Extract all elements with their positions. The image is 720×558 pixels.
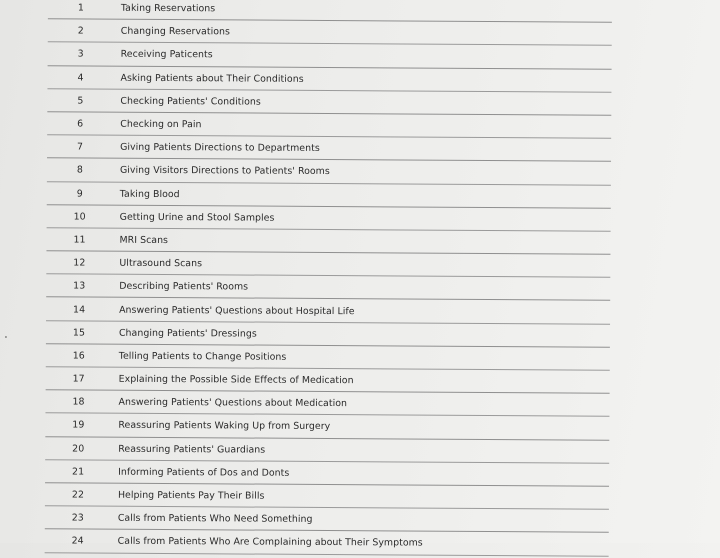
toc-title: Informing Patients of Dos and Donts <box>118 466 290 479</box>
toc-number: 22 <box>71 489 85 501</box>
toc-number: 9 <box>76 188 83 200</box>
table-of-contents <box>45 0 612 557</box>
toc-number: 6 <box>77 118 84 130</box>
toc-row <box>47 136 611 162</box>
toc-row <box>47 90 611 116</box>
toc-title: Changing Patients' Dressings <box>118 327 257 340</box>
toc-number: 2 <box>77 25 84 37</box>
toc-row <box>46 229 610 255</box>
toc-row <box>47 160 611 186</box>
toc-row <box>45 484 609 510</box>
toc-title: Reassuring Patients Waking Up from Surgery <box>118 420 331 433</box>
toc-title: Getting Urine and Stool Samples <box>119 211 275 224</box>
toc-title: Taking Blood <box>119 188 180 200</box>
toc-number: 20 <box>72 443 85 455</box>
toc-row <box>46 345 610 371</box>
toc-title: Checking on Pain <box>120 118 202 131</box>
toc-number: 21 <box>72 466 85 478</box>
toc-number: 13 <box>73 280 86 292</box>
toc-title: Telling Patients to Change Positions <box>118 350 287 363</box>
toc-row <box>45 438 609 464</box>
toc-number: 12 <box>73 257 86 269</box>
toc-number: 14 <box>72 303 86 316</box>
toc-number: 8 <box>76 164 84 176</box>
toc-title: Asking Patients about Their Conditions <box>120 72 304 85</box>
toc-row <box>45 531 609 557</box>
toc-row <box>48 0 612 23</box>
toc-number: 15 <box>72 327 86 339</box>
toc-title: Giving Patients Directions to Departments <box>120 141 320 155</box>
toc-number: 16 <box>72 350 85 362</box>
toc-row <box>46 322 610 348</box>
toc-title: Ultrasound Scans <box>119 257 203 270</box>
toc-number: 5 <box>77 95 84 107</box>
toc-title: Describing Patients' Rooms <box>119 281 249 293</box>
toc-row <box>47 183 611 209</box>
toc-row <box>45 415 609 441</box>
toc-title: Calls from Patients Who Need Something <box>117 512 313 526</box>
toc-number: 3 <box>77 48 84 60</box>
toc-title: Giving Visitors Directions to Patients' Rooms <box>119 165 330 178</box>
toc-row <box>46 299 610 325</box>
toc-title: Answering Patients' Questions about Hospital Life <box>119 304 355 317</box>
toc-row <box>45 461 609 487</box>
toc-number: 4 <box>77 72 84 84</box>
toc-title: Answering Patients' Questions about Medication <box>118 397 348 410</box>
toc-row <box>48 20 612 46</box>
toc-number: 18 <box>72 396 85 408</box>
toc-number: 19 <box>72 419 85 431</box>
toc-row <box>46 252 610 278</box>
toc-title: Changing Reservations <box>120 26 230 38</box>
toc-title: Receiving Paticents <box>120 49 213 61</box>
toc-row <box>46 276 610 302</box>
toc-title: Explaining the Possible Side Effects of Medication <box>118 373 354 387</box>
toc-title: Taking Reservations <box>120 2 216 15</box>
toc-row <box>47 67 611 93</box>
toc-title: Helping Patients Pay Their Bills <box>117 489 265 502</box>
toc-number: 24 <box>71 535 84 547</box>
toc-title: Reassuring Patients' Guardians <box>118 443 266 456</box>
toc-title: Checking Patients' Conditions <box>120 95 261 108</box>
toc-row <box>45 391 609 417</box>
toc-row <box>46 368 610 394</box>
toc-title: MRI Scans <box>119 234 169 246</box>
toc-row <box>47 113 611 139</box>
toc-row <box>48 44 612 70</box>
toc-row <box>45 507 609 533</box>
toc-number: 10 <box>73 211 86 223</box>
toc-number: 1 <box>77 2 85 14</box>
toc-number: 17 <box>72 373 85 385</box>
toc-number: 23 <box>71 512 84 524</box>
toc-number: 11 <box>73 234 86 246</box>
toc-number: 7 <box>77 141 84 153</box>
toc-row <box>47 206 611 232</box>
toc-title: Calls from Patients Who Are Complaining about Their Symptoms <box>117 536 423 549</box>
paper-speck <box>5 336 7 338</box>
